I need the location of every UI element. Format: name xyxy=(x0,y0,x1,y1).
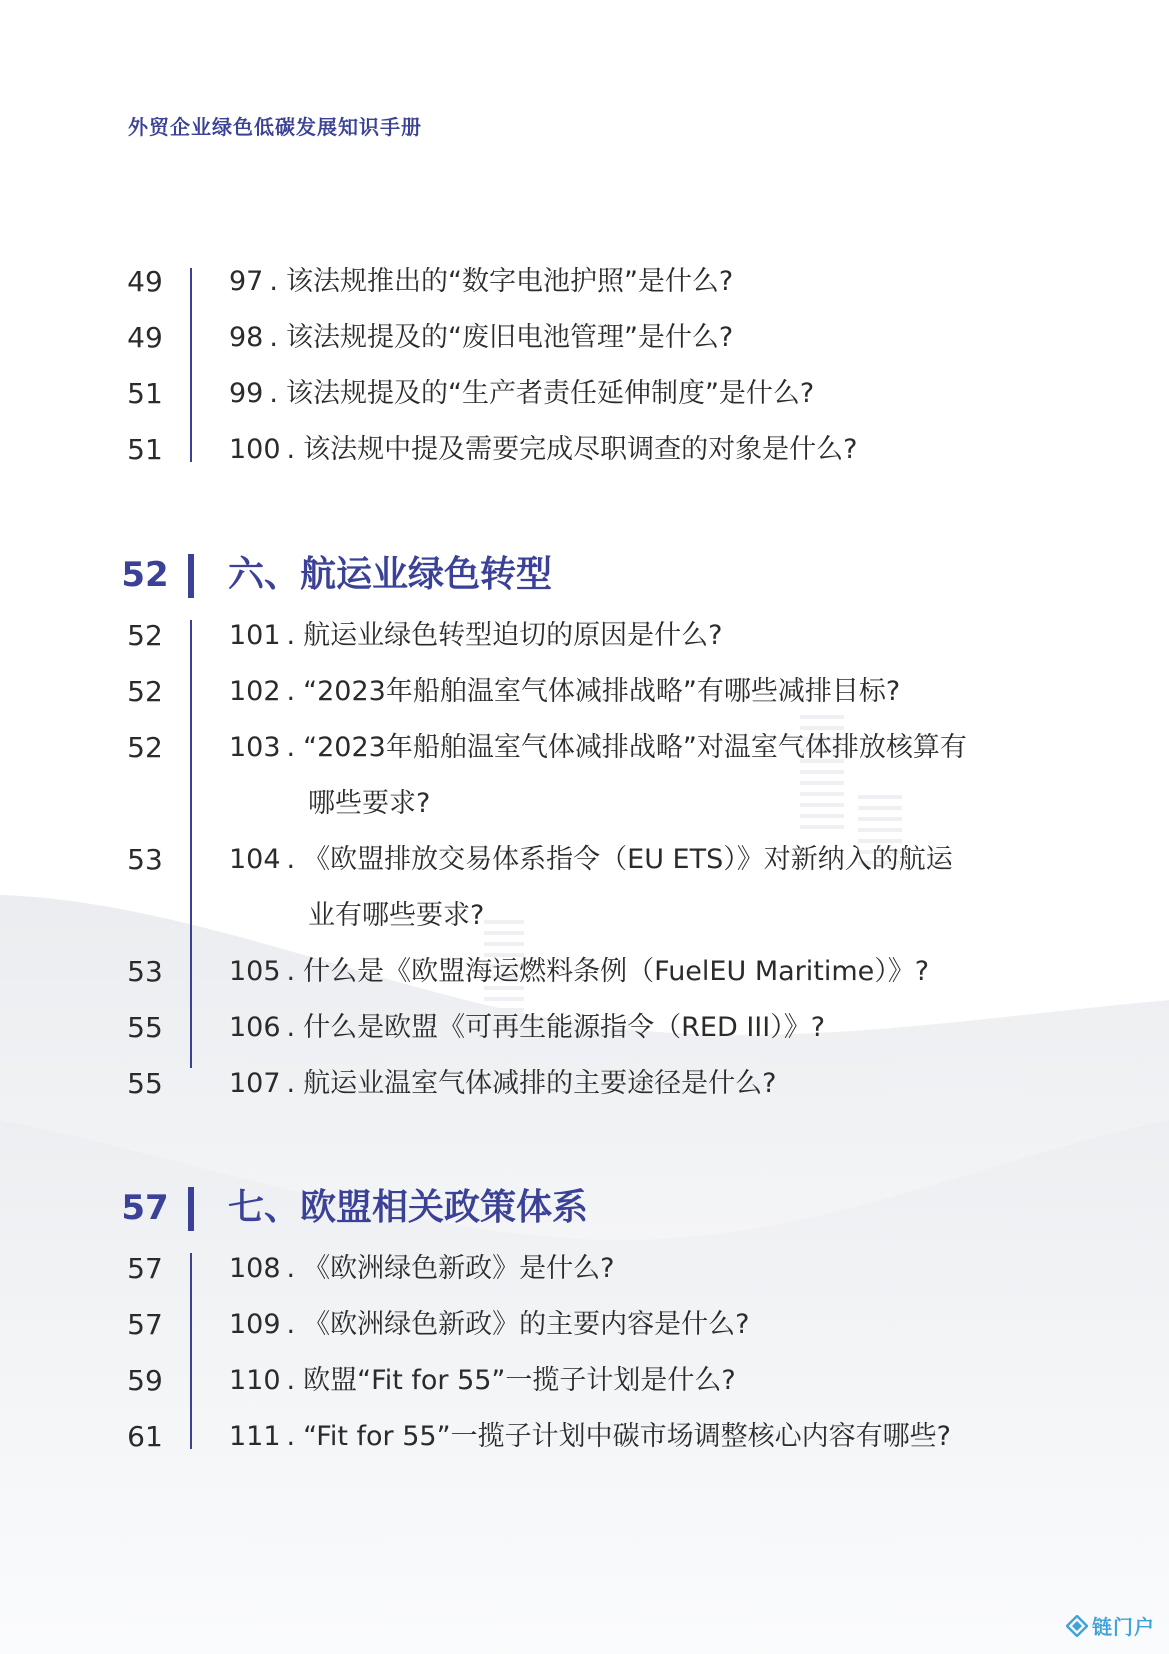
toc-item-text-continued: 哪些要求? xyxy=(308,788,431,819)
toc-item-number: 97 xyxy=(229,266,264,297)
toc-page-number: 59 xyxy=(127,1364,163,1397)
toc-item-text: 航运业绿色转型迫切的原因是什么? xyxy=(303,620,723,651)
toc-item-text-continued: 业有哪些要求? xyxy=(308,900,485,931)
toc-item-text: 什么是欧盟《可再生能源指令（RED III）》? xyxy=(303,1012,826,1043)
toc-section-eu-policy xyxy=(0,1175,1169,1465)
toc-page-number: 49 xyxy=(127,321,163,354)
toc-item-text: 该法规推出的“数字电池护照”是什么? xyxy=(285,266,734,297)
toc-page-number: 52 xyxy=(127,619,163,652)
toc-section-shipping xyxy=(0,542,1169,1112)
toc-entry[interactable]: 61 111 . “Fit for 55”一揽子计划中碳市场调整核心内容有哪些? xyxy=(0,1409,1169,1465)
toc-entry[interactable]: 57 108 . 《欧洲绿色新政》是什么? xyxy=(0,1241,1169,1297)
toc-item-text: 欧盟“Fit for 55”一揽子计划是什么? xyxy=(303,1365,736,1396)
toc-item-text: “Fit for 55”一揽子计划中碳市场调整核心内容有哪些? xyxy=(303,1421,951,1452)
toc-item-text: 《欧洲绿色新政》的主要内容是什么? xyxy=(303,1309,750,1340)
toc-entry[interactable]: 49 98 . 该法规提及的“废旧电池管理”是什么? xyxy=(0,310,1169,366)
section-marker-bar xyxy=(188,554,194,598)
toc-entry[interactable]: 51 99 . 该法规提及的“生产者责任延伸制度”是什么? xyxy=(0,366,1169,422)
section-marker-bar xyxy=(188,1187,194,1231)
toc-item-number: 101 xyxy=(229,620,281,651)
toc-item-number: 106 xyxy=(229,1012,281,1043)
toc-page-number: 52 xyxy=(127,675,163,708)
section-title: 六、航运业绿色转型 xyxy=(228,554,553,595)
toc-entry[interactable]: 53 105 . 什么是《欧盟海运燃料条例（FuelEU Maritime）》? xyxy=(0,944,1169,1000)
toc-entry-continuation[interactable] xyxy=(0,888,1169,944)
toc-page-number: 51 xyxy=(127,433,163,466)
toc-item-text: “2023年船舶温室气体减排战略”有哪些减排目标? xyxy=(303,676,901,707)
section-page-number: 52 xyxy=(121,555,169,595)
toc-page-number: 61 xyxy=(127,1420,163,1453)
toc-page-number: 52 xyxy=(127,731,163,764)
toc-entry[interactable]: 52 102 . “2023年船舶温室气体减排战略”有哪些减排目标? xyxy=(0,664,1169,720)
toc-item-text: “2023年船舶温室气体减排战略”对温室气体排放核算有 xyxy=(303,732,967,763)
section-heading[interactable] xyxy=(0,1175,1169,1241)
toc-entry[interactable]: 49 97 . 该法规推出的“数字电池护照”是什么? xyxy=(0,254,1169,310)
toc-item-text: 《欧洲绿色新政》是什么? xyxy=(303,1253,615,1284)
toc-item-text: 什么是《欧盟海运燃料条例（FuelEU Maritime）》? xyxy=(303,956,930,987)
toc-item-number: 103 xyxy=(229,732,281,763)
toc-entry[interactable]: 52 101 . 航运业绿色转型迫切的原因是什么? xyxy=(0,608,1169,664)
toc-item-number: 110 xyxy=(229,1365,281,1396)
logo-diamond-icon xyxy=(1066,1615,1088,1637)
section-heading[interactable] xyxy=(0,542,1169,608)
toc-item-text: 该法规提及的“废旧电池管理”是什么? xyxy=(285,322,734,353)
toc-item-number: 111 xyxy=(229,1421,281,1452)
toc-page-number: 53 xyxy=(127,843,163,876)
toc-page-number: 55 xyxy=(127,1067,163,1100)
toc-page-number: 55 xyxy=(127,1011,163,1044)
toc-item-number: 109 xyxy=(229,1309,281,1340)
toc-page-number: 51 xyxy=(127,377,163,410)
toc-page-number: 57 xyxy=(127,1308,163,1341)
toc-entry[interactable]: 51 100 . 该法规中提及需要完成尽职调查的对象是什么? xyxy=(0,422,1169,478)
toc-item-text: 该法规提及的“生产者责任延伸制度”是什么? xyxy=(285,378,815,409)
toc-page-number: 49 xyxy=(127,265,163,298)
toc-entry[interactable]: 59 110 . 欧盟“Fit for 55”一揽子计划是什么? xyxy=(0,1353,1169,1409)
toc-page-number: 53 xyxy=(127,955,163,988)
toc-group-batteries xyxy=(0,254,1169,478)
toc-entry[interactable]: 53 104 . 《欧盟排放交易体系指令（EU ETS）》对新纳入的航运 xyxy=(0,832,1169,888)
toc-item-number: 104 xyxy=(229,844,281,875)
toc-item-number: 105 xyxy=(229,956,281,987)
toc-item-number: 100 xyxy=(229,434,281,465)
toc-item-text: 该法规中提及需要完成尽职调查的对象是什么? xyxy=(303,434,858,465)
toc-item-number: 98 xyxy=(229,322,264,353)
section-page-number: 57 xyxy=(121,1188,169,1228)
toc-item-number: 108 xyxy=(229,1253,281,1284)
toc-item-number: 99 xyxy=(229,378,264,409)
toc-item-number: 102 xyxy=(229,676,281,707)
toc-item-text: 航运业温室气体减排的主要途径是什么? xyxy=(303,1068,777,1099)
toc-item-text: 《欧盟排放交易体系指令（EU ETS）》对新纳入的航运 xyxy=(303,844,953,875)
toc-entry-continuation[interactable] xyxy=(0,776,1169,832)
watermark-logo xyxy=(1066,1611,1155,1640)
section-title: 七、欧盟相关政策体系 xyxy=(228,1187,589,1228)
document-header-title: 外贸企业绿色低碳发展知识手册 xyxy=(128,115,422,139)
toc-entry[interactable]: 52 103 . “2023年船舶温室气体减排战略”对温室气体排放核算有 xyxy=(0,720,1169,776)
toc-entry[interactable]: 55 106 . 什么是欧盟《可再生能源指令（RED III）》? xyxy=(0,1000,1169,1056)
toc-page-number: 57 xyxy=(127,1252,163,1285)
toc-entry[interactable]: 57 109 . 《欧洲绿色新政》的主要内容是什么? xyxy=(0,1297,1169,1353)
toc-entry[interactable]: 55 107 . 航运业温室气体减排的主要途径是什么? xyxy=(0,1056,1169,1112)
toc-item-number: 107 xyxy=(229,1068,281,1099)
logo-text: 链门户 xyxy=(1092,1615,1155,1639)
